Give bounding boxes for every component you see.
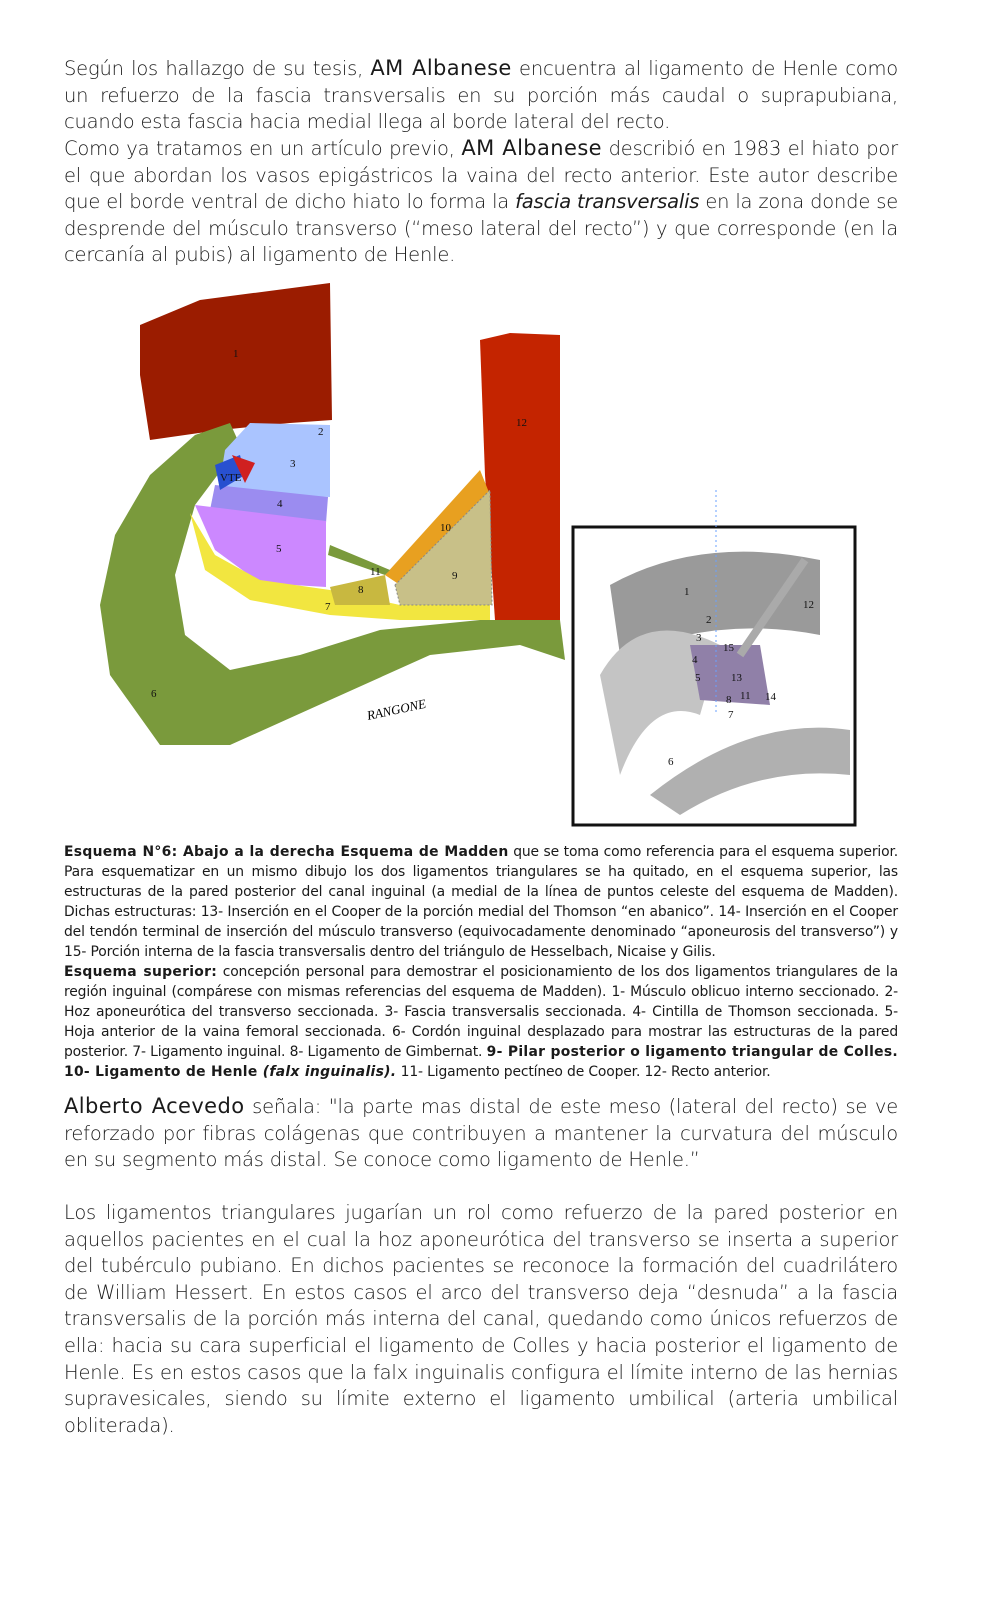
svg-text:15: 15 (723, 642, 734, 654)
text: Según los hallazgo de su tesis, (64, 57, 371, 80)
paragraph-intro (64, 55, 898, 136)
paragraph-hiato (64, 135, 898, 269)
svg-text:4: 4 (692, 654, 698, 666)
text: describió en 1983 el hiato por el que abordan los vasos epigástricos la vaina del recto anterior. Este autor describe que el borde ventral de dicho hiato lo forma la (64, 137, 898, 214)
figure-caption (64, 842, 898, 1082)
svg-text:10: 10 (440, 522, 451, 534)
svg-text:2: 2 (706, 614, 712, 626)
svg-text:8: 8 (358, 584, 364, 596)
svg-text:11: 11 (740, 690, 751, 702)
svg-text:VTE: VTE (220, 472, 242, 484)
caption-heading: Esquema superior: (64, 964, 218, 980)
emphasis: (falx inguinalis). (262, 1064, 397, 1080)
paragraph-ligamentos (64, 1200, 898, 1439)
text: que se toma como referencia para el esquema superior. Para esquematizar en un mismo dibujo los dos ligamentos triangulares se ha quitado, en el esquema superior, las estructuras de la pared posterior del canal inguinal (a medial de la línea de puntos celeste del esquema de Madden). Dichas estructuras: 13- Inserción en el Cooper de la porción medial del Thomson “en abanico”. 14- Inserción en el Cooper del tendón terminal de inserción del músculo transverso (equivocadamente denominado “aponeurosis del transverso”) y 15- Porción interna de la fascia transversalis dentro del triángulo de Hesselbach, Nicaise y Gilis. (64, 844, 898, 960)
text: encuentra al ligamento de Henle como un refuerzo de la fascia transversalis en su porción más caudal o suprapubiana, cuando esta fascia hacia medial llega al borde lateral del recto. (64, 57, 898, 134)
svg-text:9: 9 (452, 570, 458, 582)
svg-text:6: 6 (151, 688, 157, 700)
caption-heading: 9- Pilar posterior o ligamento triangular de Colles. 10- Ligamento de Henle (64, 1044, 898, 1080)
svg-text:1: 1 (233, 348, 239, 360)
text: en la zona donde se desprende del músculo transverso (“meso lateral del recto”) y que corresponde (en la cercanía al pubis) al ligamento de Henle. (64, 190, 898, 267)
paragraph-acevedo (64, 1093, 898, 1174)
text: Los ligamentos triangulares jugarían un rol como refuerzo de la pared posterior en aquellos pacientes en el cual la hoz aponeurótica del transverso se inserta a superior del tubérculo pubiano. En dichos pacientes se reconoce la formación del cuadrilátero de William Hessert. En estos casos el arco del transverso deja “desnuda” a la fascia transversalis de la porción más interna del canal, quedando como únicos refuerzos de ella: hacia su cara superficial el ligamento de Colles y hacia posterior el ligamento de Henle. Es en estos casos que la falx inguinalis configura el límite interno de las hernias supravesicales, siendo su límite externo el ligamento umbilical (arteria umbilical obliterada). (64, 1201, 898, 1437)
svg-text:7: 7 (325, 601, 331, 613)
author-name: AM Albanese (461, 136, 602, 160)
svg-text:3: 3 (290, 458, 296, 470)
text: 11- Ligamento pectíneo de Cooper. 12- Recto anterior. (396, 1064, 771, 1080)
svg-text:4: 4 (277, 498, 283, 510)
madden-diagram (573, 490, 855, 825)
svg-text:1: 1 (684, 586, 690, 598)
svg-text:14: 14 (765, 691, 776, 703)
svg-text:11: 11 (370, 566, 381, 578)
svg-text:5: 5 (695, 672, 701, 684)
svg-text:6: 6 (668, 756, 674, 768)
svg-text:13: 13 (731, 672, 742, 684)
svg-text:2: 2 (318, 426, 324, 438)
text: Como ya tratamos en un artículo previo, (64, 137, 462, 160)
author-name: AM Albanese (370, 56, 512, 80)
cooper-11 (328, 545, 390, 575)
muscle-1 (140, 283, 332, 440)
svg-text:7: 7 (728, 709, 734, 721)
svg-text:8: 8 (726, 694, 732, 706)
svg-text:3: 3 (696, 632, 702, 644)
caption-heading: Esquema N°6: Abajo a la derecha Esquema de Madden (64, 844, 509, 860)
svg-text:12: 12 (803, 599, 814, 611)
author-name: Alberto Acevedo (64, 1094, 245, 1118)
text: concepción personal para demostrar el posicionamiento de los dos ligamentos triangulares de la región inguinal (compárese con mismas referencias del esquema de Madden). 1- Músculo oblicuo interno seccionado. 2- Hoz aponeurótica del transverso seccionada. 3- Fascia transversalis seccionada. 4- Cintilla de Thomson seccionada. 5- Hoja anterior de la vaina femoral seccionada. 6- Cordón inguinal desplazado para mostrar las estructuras de la pared posterior. 7- Ligamento inguinal. 8- Ligamento de Gimbernat. (64, 964, 899, 1060)
text: señala: "la parte mas distal de este meso (lateral del recto) se ve reforzado por fibras colágenas que contribuyen a mantener la curvatura del músculo en su segmento más distal. Se conoce como ligamento de Henle.” (64, 1095, 898, 1172)
svg-text:12: 12 (516, 417, 527, 429)
svg-text:5: 5 (276, 543, 282, 555)
signature: RANGONE (365, 695, 428, 723)
triangular-9 (395, 490, 492, 605)
emphasis: fascia transversalis (515, 190, 700, 214)
anatomical-diagram (0, 275, 982, 835)
